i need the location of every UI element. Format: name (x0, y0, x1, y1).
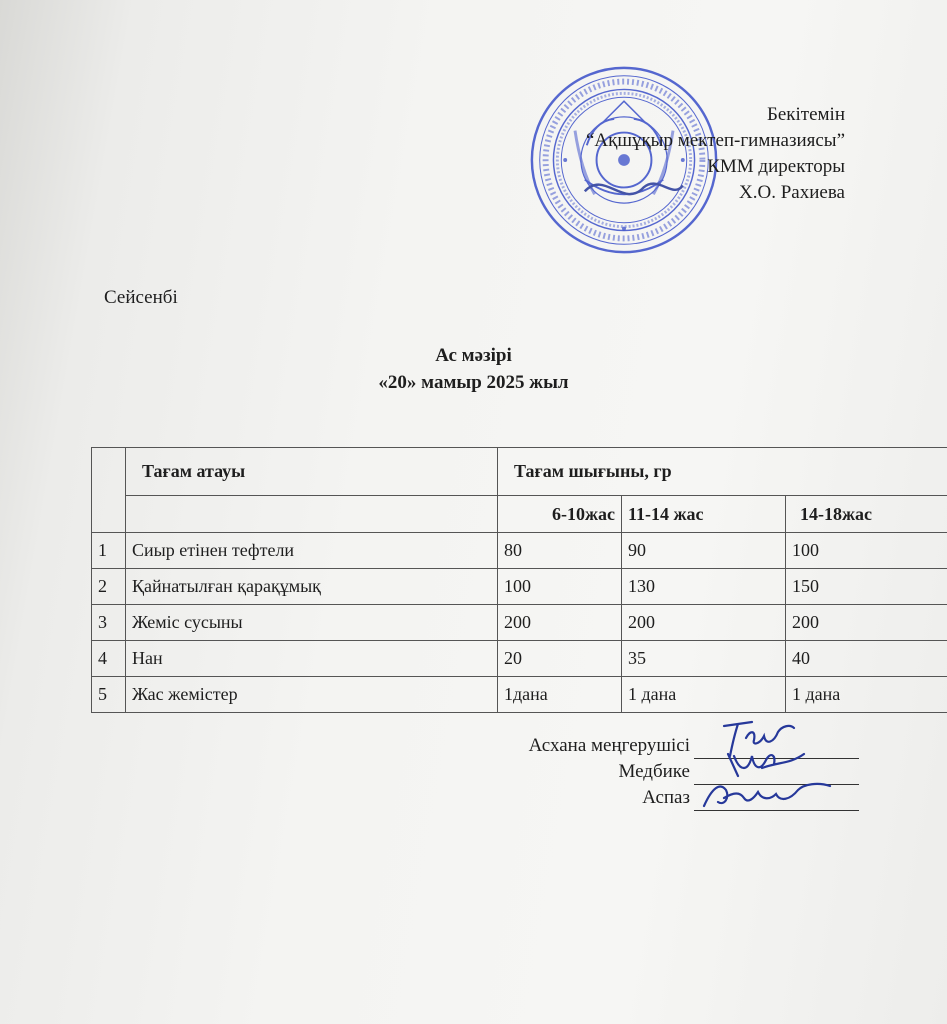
header-age-11-14: 11-14 жас (622, 496, 786, 533)
row-dish-name: Сиыр етінен тефтели (126, 533, 498, 569)
canteen-head-label: Асхана меңгерушісі (528, 735, 690, 756)
row-number: 2 (92, 569, 126, 605)
row-dish-name: Нан (126, 641, 498, 677)
header-consumption: Тағам шығыны, гр (498, 448, 947, 496)
row-number: 5 (92, 677, 126, 713)
row-value-6-10: 80 (498, 533, 622, 569)
row-dish-name: Қайнатылған қарақұмық (126, 569, 498, 605)
header-empty-cell (126, 496, 498, 533)
row-value-11-14: 90 (622, 533, 786, 569)
row-dish-name: Жеміс сусыны (126, 605, 498, 641)
row-value-6-10: 20 (498, 641, 622, 677)
row-value-6-10: 100 (498, 569, 622, 605)
row-value-14-18: 150 (786, 569, 947, 605)
row-value-14-18: 100 (786, 533, 947, 569)
header-age-6-10: 6-10жас (498, 496, 622, 533)
signature-line (694, 790, 859, 811)
signature-block (359, 733, 859, 811)
nurse-label: Медбике (618, 761, 690, 782)
row-value-14-18: 1 дана (786, 677, 947, 713)
header-age-14-18: 14-18жас (786, 496, 947, 533)
approval-line-4: Х.О. Рахиева (739, 182, 845, 203)
document-title: Ас мәзірі (435, 345, 512, 366)
row-number: 4 (92, 641, 126, 677)
signature-row-cook (359, 785, 859, 811)
row-value-11-14: 130 (622, 569, 786, 605)
row-value-14-18: 200 (786, 605, 947, 641)
menu-table (91, 447, 947, 713)
row-value-6-10: 1дана (498, 677, 622, 713)
row-number: 1 (92, 533, 126, 569)
table-row (92, 641, 947, 677)
approval-line-2: “Ақшұқыр мектеп-гимназиясы” (585, 130, 845, 151)
table-row (92, 677, 947, 713)
approval-line-3: КММ директоры (707, 156, 845, 177)
table-age-row (92, 496, 947, 533)
approval-line-1: Бекітемін (766, 104, 845, 125)
handwritten-signature-icon (694, 768, 859, 812)
row-value-11-14: 200 (622, 605, 786, 641)
header-number-cell (92, 448, 126, 533)
table-row (92, 533, 947, 569)
table-header-row (92, 448, 947, 496)
row-value-14-18: 40 (786, 641, 947, 677)
row-value-6-10: 200 (498, 605, 622, 641)
document-date: «20» мамыр 2025 жыл (378, 372, 569, 393)
cook-label: Аспаз (642, 787, 690, 808)
row-number: 3 (92, 605, 126, 641)
approval-block (425, 102, 845, 206)
row-value-11-14: 35 (622, 641, 786, 677)
table-row (92, 569, 947, 605)
row-dish-name: Жас жемістер (126, 677, 498, 713)
weekday-label: Сейсенбі (104, 287, 178, 308)
row-value-11-14: 1 дана (622, 677, 786, 713)
header-dish-name: Тағам атауы (126, 448, 498, 496)
table-row (92, 605, 947, 641)
